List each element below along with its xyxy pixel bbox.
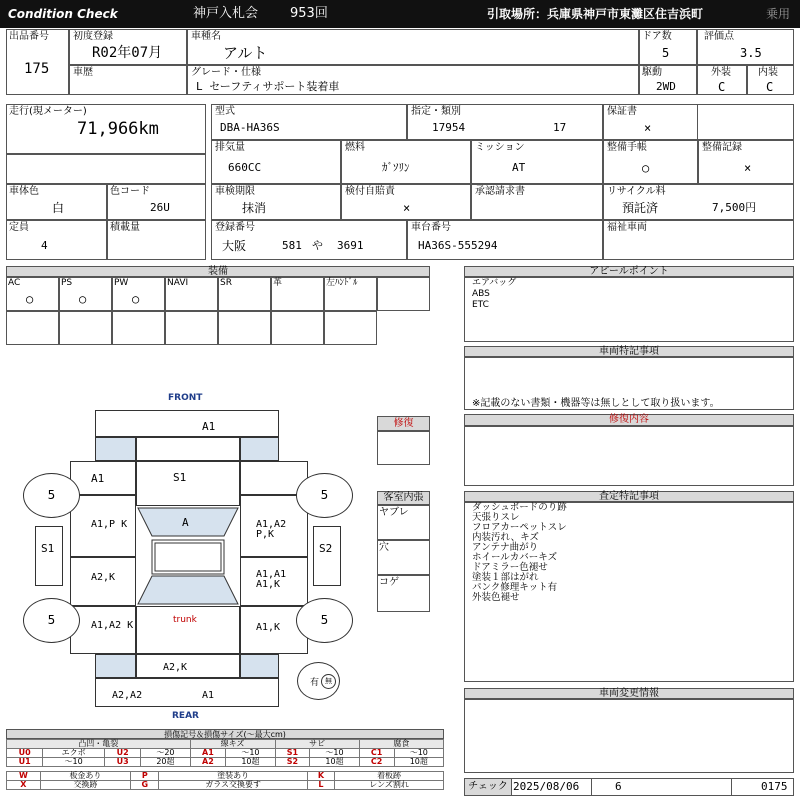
equipment-2 xyxy=(112,277,165,311)
tire-front-left[interactable]: 5 xyxy=(23,473,80,518)
equipment-blank xyxy=(6,311,59,345)
legend-code: C1 xyxy=(359,749,394,758)
usage-type: 乗用 xyxy=(766,7,791,21)
chassis-box xyxy=(407,220,603,260)
chassis-label: 車台番号 xyxy=(411,222,451,233)
doors-box xyxy=(639,29,697,65)
repair-content-title: 修復内容 xyxy=(464,414,794,426)
grade: L セーフティサポート装着車 xyxy=(196,80,340,93)
inspection: 抹消 xyxy=(242,201,267,215)
grade-box xyxy=(187,65,639,95)
legend-desc: 着板跡 xyxy=(335,772,444,781)
notes-list xyxy=(472,503,567,603)
tire-front-right[interactable]: 5 xyxy=(296,473,353,518)
lot-round: 953回 xyxy=(290,6,328,21)
legend-desc: 〜10 xyxy=(394,749,443,758)
hood-code: S1 xyxy=(173,471,187,484)
front-left-corner[interactable] xyxy=(95,437,136,461)
recycle-box xyxy=(603,184,794,220)
score-box xyxy=(697,29,794,65)
equipment-blank xyxy=(324,311,377,345)
repair-label: 修復 xyxy=(377,416,430,431)
front-label: FRONT xyxy=(168,393,203,403)
pickup-location: 引取場所：兵庫県神戸市東灘区住吉浜町 xyxy=(487,7,704,21)
color-code-box xyxy=(107,184,206,220)
special-title: 車両特記事項 xyxy=(464,346,794,357)
equipment-3 xyxy=(165,277,218,311)
registration-city: 大阪 xyxy=(222,239,247,253)
legend-group: 腐食 xyxy=(359,740,443,749)
first-registration-box xyxy=(69,29,187,65)
rear-right-corner[interactable] xyxy=(240,654,279,678)
model-name: アルト xyxy=(223,44,268,62)
capacity-label: 定員 xyxy=(9,222,29,233)
special-note: ※記載のない書類・機器等は無しとして取り扱います。 xyxy=(472,398,720,409)
legend-code: L xyxy=(307,781,334,790)
legend-code: U1 xyxy=(7,758,43,767)
drive-box xyxy=(639,65,697,95)
front-left-fender[interactable] xyxy=(70,461,136,495)
displacement-box xyxy=(211,140,341,184)
hood[interactable] xyxy=(136,461,240,506)
equipment-value: ○ xyxy=(79,292,87,306)
welfare-label: 福祉車両 xyxy=(607,222,647,233)
registration-box xyxy=(211,220,407,260)
equipment-label: 革 xyxy=(273,278,283,288)
tire-rear-right[interactable]: 5 xyxy=(296,598,353,643)
rear-window-shape[interactable] xyxy=(138,576,238,604)
mileage-box xyxy=(6,104,206,154)
appeal-title: アピールポイント xyxy=(464,266,794,277)
legend-code: W xyxy=(7,772,41,781)
legend-desc: レンズ割れ xyxy=(335,781,444,790)
cabin-lining-item[interactable] xyxy=(377,505,430,540)
exterior-grade: C xyxy=(718,80,726,94)
category: 17 xyxy=(553,121,567,134)
front-left-fender-code: A1 xyxy=(91,472,105,485)
note-item: ドアミラー色褪せ xyxy=(472,562,548,573)
notes-title: 査定特記事項 xyxy=(464,491,794,502)
legend-group: サビ xyxy=(275,740,359,749)
legend-table-1 xyxy=(6,739,444,767)
rear-panel-code: A2,K xyxy=(163,662,188,673)
left-side-code: S1 xyxy=(41,542,55,555)
drive-label: 駆動 xyxy=(642,67,662,78)
legend-desc: 板金あり xyxy=(40,772,130,781)
legend-code: S2 xyxy=(275,758,310,767)
note-item: フロアカーペットスレ xyxy=(472,522,567,533)
approval-box xyxy=(471,184,603,220)
equipment-label: SR xyxy=(220,278,232,288)
warranty: × xyxy=(644,121,652,135)
legend-desc: 〜10 xyxy=(43,758,105,767)
equipment-blank xyxy=(218,311,271,345)
check-code: 0175 xyxy=(761,780,788,793)
legend-desc: 〜10 xyxy=(310,749,359,758)
front-bumper-code: A1 xyxy=(202,420,216,433)
drive: 2WD xyxy=(656,80,676,93)
displacement-label: 排気量 xyxy=(215,142,245,153)
repair-box[interactable] xyxy=(377,431,430,465)
mission-label: ミッション xyxy=(475,142,525,153)
legend-desc: 20超 xyxy=(141,758,190,767)
displacement: 660CC xyxy=(228,161,262,174)
rear-panel[interactable] xyxy=(136,654,240,678)
change-info-body xyxy=(464,699,794,773)
warranty-box xyxy=(603,104,794,140)
check-number: 6 xyxy=(615,780,622,793)
equipment-label: AC xyxy=(8,278,21,288)
check-date: 2025/08/06 xyxy=(513,780,580,793)
appeal-item: ETC xyxy=(472,300,489,310)
spare-tire-label: 有 xyxy=(310,678,320,688)
roof-shape[interactable] xyxy=(152,540,224,574)
damage-legend xyxy=(6,729,444,790)
equipment-label: PS xyxy=(61,278,73,288)
equipment-blank xyxy=(271,311,324,345)
equipment-blank xyxy=(112,311,165,345)
lot-number-label: 出品番号 xyxy=(9,31,49,42)
front-left-door[interactable] xyxy=(70,495,136,557)
front-left-door-code: A1,P K xyxy=(91,519,128,530)
equipment-4 xyxy=(218,277,271,311)
front-bumper[interactable] xyxy=(95,410,279,437)
rear-left-quarter[interactable] xyxy=(70,606,136,654)
welfare-box xyxy=(603,220,794,260)
inspection-box xyxy=(211,184,341,220)
rear-label: REAR xyxy=(172,711,199,721)
mileage-blank xyxy=(6,154,206,184)
fuel-label: 燃料 xyxy=(345,142,365,153)
cabin-lining-item[interactable] xyxy=(377,540,430,575)
score-label: 評価点 xyxy=(704,31,734,42)
note-item: 塗装１部はがれ xyxy=(472,572,539,583)
registration-class: 581 xyxy=(282,239,302,252)
note-item: パンク修理キット有 xyxy=(472,582,558,593)
header-title: Condition Check xyxy=(8,7,118,21)
recycle-status: 預託済 xyxy=(622,201,659,215)
manual: ○ xyxy=(642,161,650,175)
legend-code: A2 xyxy=(190,758,226,767)
legend-desc: 10超 xyxy=(310,758,359,767)
tire-rear-left[interactable]: 5 xyxy=(23,598,80,643)
cabin-lining-text: コゲ xyxy=(379,577,399,588)
color-code-label: 色コード xyxy=(110,186,150,197)
change-info-title: 車両変更情報 xyxy=(464,688,794,699)
insurance-label: 検付自賠責 xyxy=(345,186,395,197)
trunk-label: trunk xyxy=(173,615,197,625)
equipment-value: ○ xyxy=(26,292,34,306)
legend-desc: ガラス交換要す xyxy=(159,781,307,790)
left-side-sill[interactable] xyxy=(35,526,63,586)
exterior-box xyxy=(697,65,747,95)
check-label: チェック xyxy=(465,779,512,795)
repair-content-body xyxy=(464,426,794,486)
equipment-5 xyxy=(271,277,324,311)
windshield-code: A xyxy=(182,516,189,529)
lot-number: 175 xyxy=(24,61,50,77)
maintenance: × xyxy=(744,161,752,175)
equipment-blank xyxy=(59,311,112,345)
legend-code: G xyxy=(131,781,159,790)
legend-group: 凸凹・亀裂 xyxy=(7,740,191,749)
maintenance-box xyxy=(698,140,794,184)
equipment-label: NAVI xyxy=(167,278,189,288)
equipment-title: 装備 xyxy=(6,266,430,277)
registration-number: 3691 xyxy=(337,239,364,252)
rear-left-door-code: A2,K xyxy=(91,572,116,583)
history-label: 車歴 xyxy=(73,67,93,78)
note-item: 外装色褪せ xyxy=(472,592,520,603)
note-item: 天張りスレ xyxy=(472,512,520,523)
legend-code: C2 xyxy=(359,758,394,767)
auction-name: 神戸入札会 xyxy=(193,6,259,21)
cabin-lining-text: ヤブレ xyxy=(379,507,409,518)
manual-box xyxy=(603,140,698,184)
check-row xyxy=(464,778,794,796)
front-right-door-code: A1,A2 P,K xyxy=(256,519,287,540)
front-right-corner[interactable] xyxy=(240,437,279,461)
first-registration-label: 初度登録 xyxy=(73,31,113,42)
legend-code: U0 xyxy=(7,749,43,758)
registration-label: 登録番号 xyxy=(215,222,255,233)
maintenance-label: 整備記録 xyxy=(702,142,742,153)
equipment-6 xyxy=(324,277,377,311)
designation: 17954 xyxy=(432,121,466,134)
doors: 5 xyxy=(662,46,670,60)
score: 3.5 xyxy=(740,46,762,60)
rear-bumper[interactable] xyxy=(95,678,279,707)
designation-label: 指定・類別 xyxy=(411,106,461,117)
note-item: ダッシュボードのり跡 xyxy=(472,502,567,513)
interior-box xyxy=(747,65,794,95)
legend-group: 線キズ xyxy=(190,740,275,749)
cabin-lining-item[interactable] xyxy=(377,575,430,612)
rear-bumper-left-code: A2,A2 xyxy=(112,690,143,701)
rear-right-door[interactable] xyxy=(240,557,308,606)
capacity: 4 xyxy=(41,239,48,252)
legend-title: 損傷記号＆損傷サイズ(〜最大cm) xyxy=(6,729,444,739)
equipment-1 xyxy=(59,277,112,311)
insurance-box xyxy=(341,184,471,220)
equipment-0 xyxy=(6,277,59,311)
legend-code: A1 xyxy=(190,749,226,758)
note-item: ホイールカバーキズ xyxy=(472,552,558,563)
mission: AT xyxy=(512,161,526,174)
chassis-number: HA36S-555294 xyxy=(418,239,498,252)
body-color-label: 車体色 xyxy=(9,186,39,197)
legend-code: P xyxy=(131,772,159,781)
color-code: 26U xyxy=(150,201,170,214)
manual-label: 整備手帳 xyxy=(607,142,647,153)
load-box xyxy=(107,220,206,260)
rear-bumper-right-code: A1 xyxy=(202,690,215,701)
fuel-box xyxy=(341,140,471,184)
insurance: × xyxy=(403,201,411,215)
first-registration: R02年07月 xyxy=(92,45,163,61)
rear-left-quarter-code: A1,A2 K xyxy=(91,620,134,631)
spare-tire[interactable] xyxy=(297,662,340,700)
equipment-label: 左ﾊﾝﾄﾞﾙ xyxy=(326,278,358,288)
rear-left-door[interactable] xyxy=(70,557,136,606)
approval-label: 承認請求書 xyxy=(475,186,525,197)
warranty-label: 保証書 xyxy=(607,106,637,117)
type-box xyxy=(211,104,407,140)
warranty-divider xyxy=(697,104,698,140)
right-side-code: S2 xyxy=(319,542,333,555)
check-divider-2 xyxy=(731,779,732,795)
note-item: 内装汚れ、キズ xyxy=(472,532,539,543)
history-box xyxy=(69,65,187,95)
rear-right-door-code: A1,A1 A1,K xyxy=(256,569,287,590)
appeal-item: ABS xyxy=(472,289,490,299)
fuel: ｶﾞｿﾘﾝ xyxy=(382,161,410,174)
legend-desc: 〜10 xyxy=(226,749,275,758)
recycle-label: リサイクル料 xyxy=(607,186,666,197)
model-type: DBA-HA36S xyxy=(220,121,280,134)
model-name-label: 車種名 xyxy=(191,31,221,42)
interior-label: 内装 xyxy=(758,67,778,78)
registration-kana: や xyxy=(312,239,323,252)
trunk-lid[interactable] xyxy=(136,606,240,654)
header-bar xyxy=(0,0,800,28)
designation-box xyxy=(407,104,603,140)
capacity-box xyxy=(6,220,107,260)
rear-right-quarter-code: A1,K xyxy=(256,622,281,633)
mileage: 71,966km xyxy=(77,119,159,139)
legend-desc: 10超 xyxy=(394,758,443,767)
front-grille[interactable] xyxy=(136,437,240,461)
rear-left-corner[interactable] xyxy=(95,654,136,678)
legend-table-2 xyxy=(6,771,444,790)
mission-box xyxy=(471,140,603,184)
cabin-lining-text: 穴 xyxy=(379,542,389,553)
legend-code: K xyxy=(307,772,334,781)
exterior-label: 外装 xyxy=(711,67,731,78)
load-label: 積載量 xyxy=(110,222,140,233)
model-name-box xyxy=(187,29,639,65)
legend-desc: 交換跡 xyxy=(40,781,130,790)
legend-code: U3 xyxy=(104,758,140,767)
legend-desc: 10超 xyxy=(226,758,275,767)
type-label: 型式 xyxy=(215,106,235,117)
grade-label: グレード・仕様 xyxy=(191,67,261,78)
equipment-value: ○ xyxy=(132,292,140,306)
equipment-blank xyxy=(165,311,218,345)
special-body xyxy=(464,357,794,410)
legend-desc: 塗装あり xyxy=(159,772,307,781)
notes-body xyxy=(464,502,794,682)
recycle-fee: 7,500円 xyxy=(712,201,757,214)
equipment-extra xyxy=(377,277,430,311)
cabin xyxy=(136,506,240,606)
interior-grade: C xyxy=(766,80,774,94)
right-side-sill[interactable] xyxy=(313,526,341,586)
legend-code: U2 xyxy=(104,749,140,758)
appeal-item: エアバッグ xyxy=(472,278,517,288)
cabin-lining-label: 客室内張 xyxy=(377,491,430,505)
legend-desc: エクボ xyxy=(43,749,105,758)
mileage-label: 走行(現メーター) xyxy=(9,106,87,117)
legend-code: S1 xyxy=(275,749,310,758)
doors-label: ドア数 xyxy=(642,31,672,42)
appeal-list xyxy=(472,278,516,311)
legend-desc: 〜20 xyxy=(141,749,190,758)
appeal-body xyxy=(464,277,794,342)
note-item: アンテナ曲がり xyxy=(472,542,539,553)
spare-tire-icon: 無 xyxy=(321,674,336,689)
equipment-label: PW xyxy=(114,278,129,288)
lot-number-box xyxy=(6,29,69,95)
legend-code: X xyxy=(7,781,41,790)
check-divider-1 xyxy=(591,779,592,795)
body-color: 白 xyxy=(52,201,65,215)
inspection-label: 車検期限 xyxy=(215,186,255,197)
body-color-box xyxy=(6,184,107,220)
